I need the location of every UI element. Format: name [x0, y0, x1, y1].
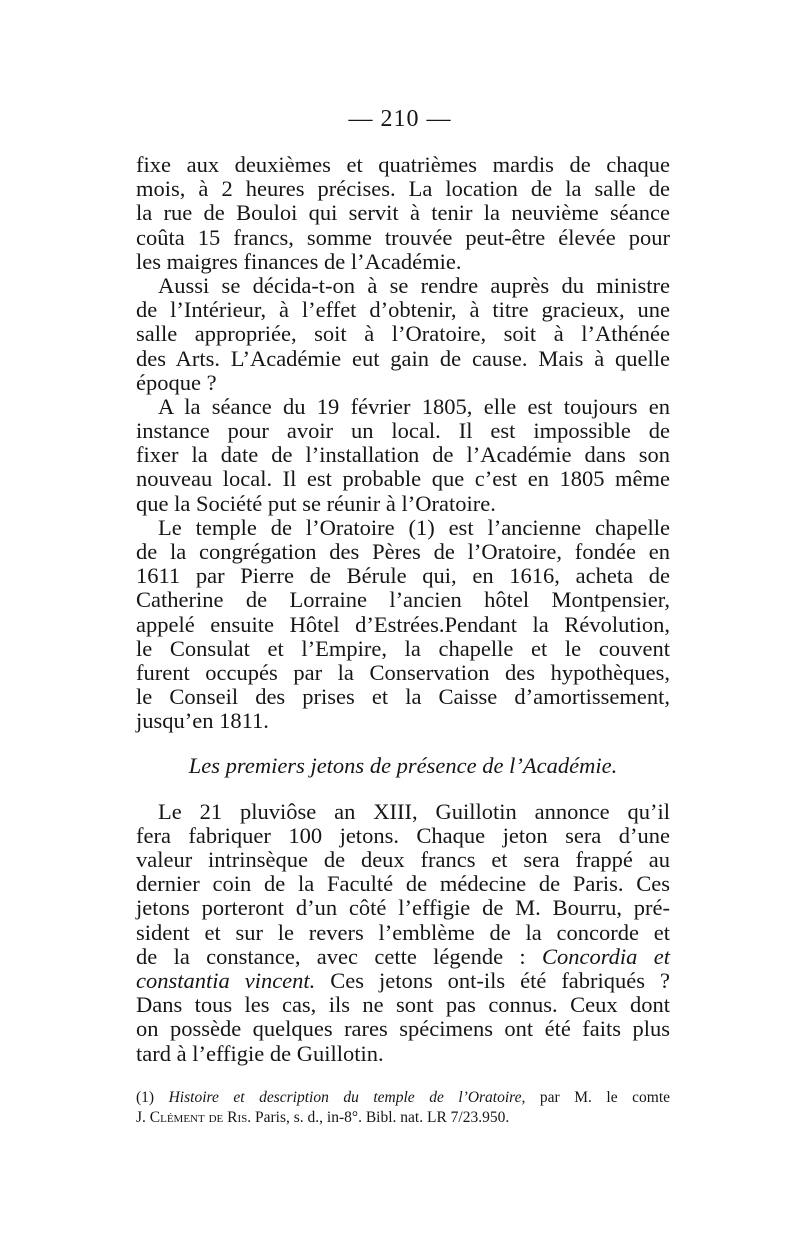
- text-line: instance pour avoir un local. Il est impossible de: [136, 418, 670, 444]
- text-line: Dans tous les cas, ils ne sont pas connus. Ceux dont: [136, 992, 670, 1018]
- text-segment: Ces jetons ont-ils été fabriqués ?: [315, 968, 670, 993]
- latin-motto: Concordia et: [542, 943, 671, 969]
- text-line: A la séance du 19 février 1805, elle est toujours en: [158, 393, 670, 419]
- page-number: — 210 —: [348, 106, 452, 132]
- paragraph-5: [136, 800, 670, 1066]
- text-segment: Paris, s. d., in-8°. Bibl. nat. LR 7/23.950.: [251, 1109, 510, 1126]
- text-line: Aussi se décida-t-on à se rendre auprès du ministre: [158, 272, 670, 298]
- text-line: le Conseil des prises et la Caisse d’amortissement,: [136, 684, 670, 710]
- text-line: fixer la date de l’installation de l’Académie dans son: [136, 442, 670, 468]
- paragraph-1: [136, 153, 670, 274]
- footnote: [136, 1088, 670, 1128]
- text-segment: de la constance, avec cette légende :: [136, 943, 543, 969]
- text-line: jetons porteront d’un côté l’effigie de M. Bourru, pré-: [136, 895, 670, 921]
- text-segment: par M. le comte: [525, 1089, 670, 1106]
- text-line: mois, à 2 heures précises. La location de la salle de: [136, 176, 670, 202]
- text-line: Le temple de l’Oratoire (1) est l’ancienne chapelle: [158, 514, 670, 540]
- text-line: on possède quelques rares spécimens ont été faits plus: [136, 1016, 670, 1042]
- paragraph-4: [136, 516, 670, 734]
- text-line: coûta 15 francs, somme trouvée peut-être élevée pour: [136, 224, 670, 250]
- text-line: la rue de Bouloi qui servit à tenir la neuvième séance: [136, 200, 670, 226]
- text-line: fera fabriquer 100 jetons. Chaque jeton sera d’une: [136, 822, 670, 848]
- text-line: jusqu’en 1811.: [136, 708, 269, 734]
- text-line: furent occupés par la Conservation des hypothèques,: [136, 659, 670, 685]
- footnote-title: Histoire et description du temple de l’Oratoire,: [168, 1089, 526, 1106]
- text-line: salle appropriée, soit à l’Oratoire, soit à l’Athénée: [136, 321, 670, 347]
- text-line: [136, 969, 670, 993]
- text-line: appelé ensuite Hôtel d’Estrées.Pendant la Révolution,: [136, 611, 670, 637]
- text-line: tard à l’effigie de Guillotin.: [136, 1040, 384, 1066]
- text-line: nouveau local. Il est probable que c’est en 1805 même: [136, 466, 670, 492]
- text-line: dernier coin de la Faculté de médecine de Paris. Ces: [136, 871, 670, 897]
- text-line: Le 21 pluviôse an XIII, Guillotin annonce qu’il: [158, 798, 670, 824]
- text-line: valeur intrinsèque de deux francs et sera frappé au: [136, 847, 670, 873]
- footnote-author: J. Clément de Ris.: [136, 1109, 252, 1126]
- text-line: sident et sur le revers l’emblème de la concorde et: [136, 919, 670, 945]
- footnote-line: [136, 1088, 670, 1108]
- main-text: [136, 153, 670, 1066]
- text-line: fixe aux deuxièmes et quatrièmes mardis de chaque: [136, 152, 670, 177]
- text-line: [136, 945, 670, 969]
- text-line: le Consulat et l’Empire, la chapelle et le couvent: [136, 635, 670, 661]
- text-line: Catherine de Lorraine l’ancien hôtel Montpensier,: [136, 587, 670, 613]
- text-line: de la congrégation des Pères de l’Oratoire, fondée en: [136, 539, 670, 564]
- latin-motto: constantia vincent.: [136, 968, 316, 993]
- text-line: que la Société put se réunir à l’Oratoire.: [136, 490, 496, 516]
- paragraph-3: [136, 395, 670, 516]
- text-line: des Arts. L’Académie eut gain de cause. Mais à quelle: [136, 345, 670, 371]
- text-line: époque ?: [136, 369, 217, 395]
- text-line: de l’Intérieur, à l’effet d’obtenir, à titre gracieux, une: [136, 297, 670, 323]
- text-line: les maigres finances de l’Académie.: [136, 248, 462, 274]
- section-heading: Les premiers jetons de présence de l’Académie.: [188, 752, 618, 778]
- text-line: 1611 par Pierre de Bérule qui, en 1616, acheta de: [136, 563, 670, 589]
- footnote-marker: (1): [136, 1089, 169, 1106]
- footnote-line: [136, 1108, 670, 1128]
- paragraph-2: [136, 274, 670, 395]
